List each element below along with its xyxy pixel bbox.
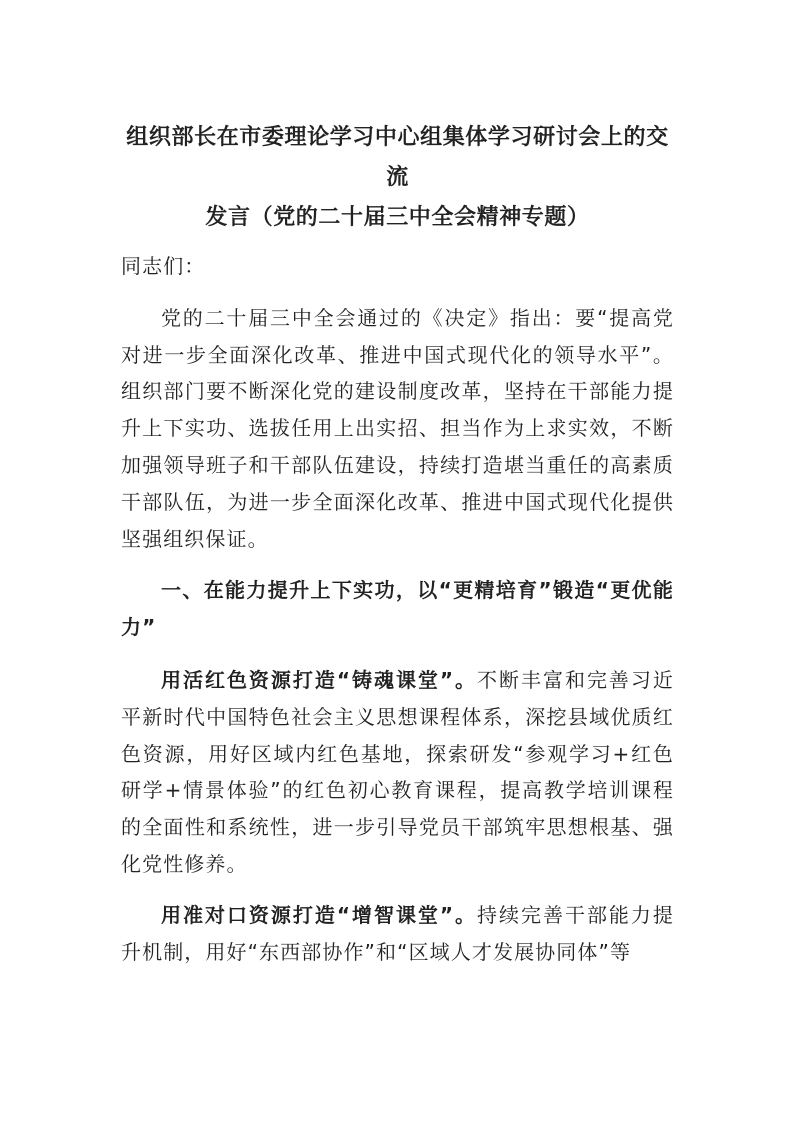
title-line-1: 组织部长在市委理论学习中心组集体学习研讨会上的交流 — [126, 125, 669, 190]
paragraph-body-text: 不断丰富和完善习近平新时代中国特色社会主义思想课程体系，深挖县域优质红色资源，用好区域内红色基地，探索研发“参观学习+红色研学+情景体验”的红色初心教育课程，提高教学培训课程的全面性和系统性，进一步引导党员干部筑牢思想根基、强化党性修养。 — [121, 667, 674, 876]
title-line-2: 发言（党的二十届三中全会精神专题） — [205, 205, 590, 230]
document-body — [121, 118, 674, 984]
section-1-paragraph-1 — [121, 662, 674, 883]
paragraph-body-text: 持续完善干部能力提升机制，用好“东西部协作”和“区域人才发展协同体”等 — [121, 902, 674, 964]
paragraph-lead-text: 用活红色资源打造“铸魂课堂”。 — [161, 667, 478, 692]
paragraph-lead-text: 用准对口资源打造“增智课堂”。 — [161, 902, 478, 927]
section-1-heading: 一、在能力提升上下实功，以“更精培育”锻造“更优能力” — [121, 578, 674, 640]
greeting: 同志们： — [121, 254, 206, 278]
intro-paragraph: 党的二十届三中全会通过的《决定》指出：要“提高党对进一步全面深化改革、推进中国式现代化的领导水平”。组织部门要不断深化党的建设制度改革，坚持在干部能力提升上下实功、选拔任用上出实招、担当作为上求实效，不断加强领导班子和干部队伍建设，持续打造堪当重任的高素质干部队伍，为进一步全面深化改革、推进中国式现代化提供坚强组织保证。 — [121, 305, 674, 551]
document-title — [121, 118, 674, 238]
section-1-paragraph-2 — [121, 897, 674, 971]
